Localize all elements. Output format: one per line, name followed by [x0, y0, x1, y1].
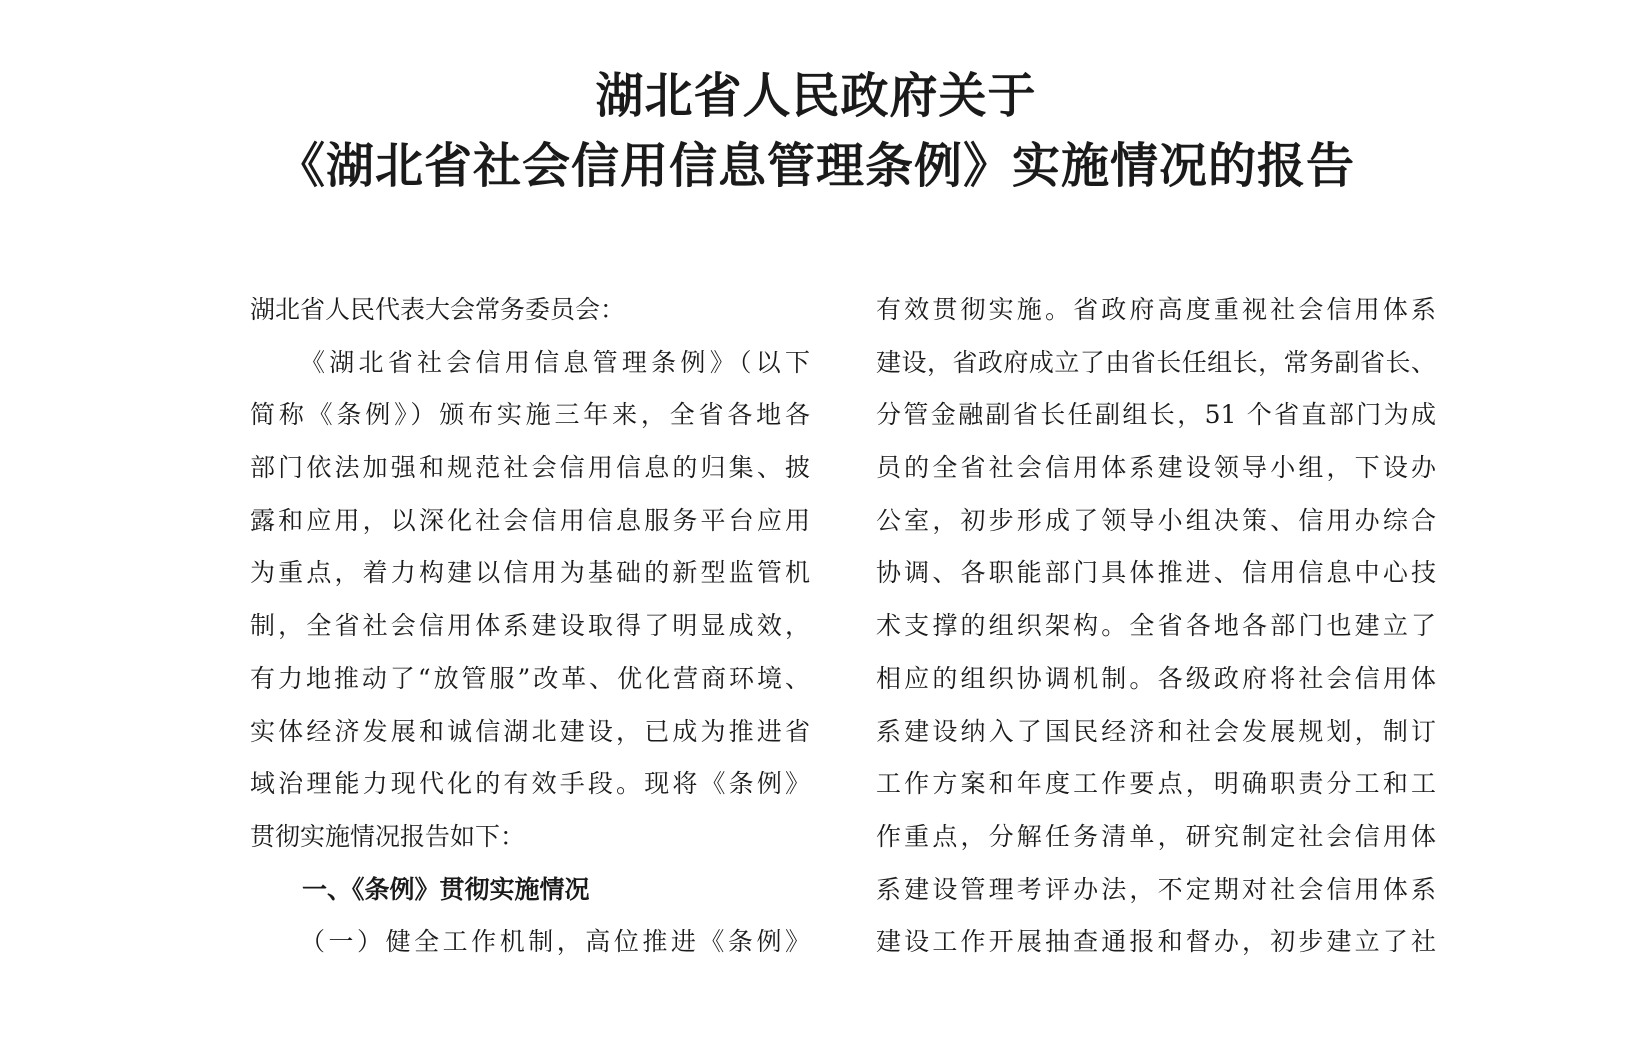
- right-column: [876, 284, 1436, 969]
- body-line: 有效贯彻实施。省政府高度重视社会信用体系: [876, 295, 1436, 324]
- body-line: 建设，省政府成立了由省长任组长，常务副省长、: [876, 347, 1436, 377]
- body-line: 《湖北省社会信用信息管理条例》（以下: [300, 347, 810, 377]
- body-line: 实体经济发展和诚信湖北建设，已成为推进省: [250, 716, 810, 746]
- body-line: 员的全省社会信用体系建设领导小组，下设办: [876, 453, 1436, 483]
- body-line: 系建设纳入了国民经济和社会发展规划，制订: [876, 716, 1436, 746]
- body-line: 建设工作开展抽查通报和督办，初步建立了社: [876, 927, 1436, 957]
- body-line: 作重点，分解任务清单，研究制定社会信用体: [876, 821, 1436, 851]
- body-line: 协调、各职能部门具体推进、信用信息中心技: [876, 558, 1436, 588]
- section-heading: 一、《条例》贯彻实施情况: [302, 874, 590, 904]
- body-line: 制，全省社会信用体系建设取得了明显成效，: [250, 611, 810, 641]
- body-line: 为重点，着力构建以信用为基础的新型监管机: [250, 558, 810, 588]
- body-line: 相应的组织协调机制。各级政府将社会信用体: [876, 663, 1436, 693]
- body-line: 简称《条例》）颁布实施三年来，全省各地各: [250, 400, 810, 430]
- document-title-line-2: 《湖北省社会信用信息管理条例》实施情况的报告: [276, 138, 1355, 194]
- body-line: 公室，初步形成了领导小组决策、信用办综合: [876, 505, 1436, 535]
- subsection-heading: （一）健全工作机制，高位推进《条例》: [300, 927, 810, 957]
- body-line: 术支撑的组织架构。全省各地各部门也建立了: [876, 611, 1436, 641]
- body-line: 贯彻实施情况报告如下：: [250, 821, 526, 851]
- document-title-line-1: 湖北省人民政府关于: [595, 68, 1037, 124]
- body-line: 工作方案和年度工作要点，明确职责分工和工: [876, 769, 1436, 799]
- body-line: 露和应用，以深化社会信用信息服务平台应用: [250, 505, 810, 535]
- body-line: 部门依法加强和规范社会信用信息的归集、披: [250, 453, 810, 483]
- body-line: 系建设管理考评办法，不定期对社会信用体系: [876, 874, 1436, 904]
- body-line: 有力地推动了“放管服”改革、优化营商环境、: [250, 663, 810, 693]
- body-line: 分管金融副省长任副组长，51 个省直部门为成: [876, 400, 1436, 430]
- body-line: 域治理能力现代化的有效手段。现将《条例》: [250, 769, 810, 799]
- salutation: 湖北省人民代表大会常务委员会：: [250, 295, 626, 324]
- left-column: [250, 284, 810, 969]
